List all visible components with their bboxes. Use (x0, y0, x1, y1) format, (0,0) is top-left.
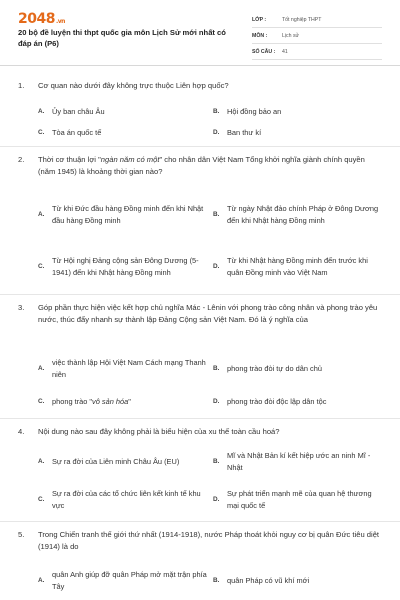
question-number: 1. (18, 81, 25, 90)
option-text: Từ khi Nhật hàng Đồng minh đến trước khi quân Đồng minh vào Việt Nam (227, 256, 368, 277)
option-text: quân Pháp có vũ khí mới (227, 576, 310, 585)
divider (0, 146, 400, 147)
option-label: A. (38, 211, 45, 218)
document-title: 20 bộ đề luyện thi thpt quốc gia môn Lịch Sử mới nhất có đáp án (P6) (18, 28, 226, 48)
option-label: A. (38, 108, 45, 115)
option-text: Sự ra đời của Liên minh Châu Âu (EU) (52, 457, 180, 466)
option-3c[interactable] (38, 396, 208, 408)
option-label: B. (213, 211, 220, 218)
divider (0, 521, 400, 522)
option-4d[interactable] (213, 488, 383, 512)
option-4a[interactable] (38, 450, 208, 474)
question-5 (18, 529, 384, 553)
meta-key: MÔN : (252, 32, 268, 39)
option-text: quân Anh giúp đỡ quân Pháp mở mặt trận phía Tây (52, 570, 207, 591)
option-label: D. (213, 496, 220, 503)
option-4b[interactable] (213, 450, 383, 474)
option-text: Từ Hội nghị Đảng cộng sản Đông Dương (5-1941) đến khi Nhật hàng Đồng minh (52, 256, 199, 277)
option-5b[interactable] (213, 575, 383, 587)
option-1b[interactable] (213, 106, 383, 118)
option-3d[interactable] (213, 396, 383, 408)
option-label: A. (38, 577, 45, 584)
option-4c[interactable] (38, 488, 208, 512)
question-number: 5. (18, 530, 25, 539)
option-text: Ban thư kí (227, 128, 262, 137)
site-logo[interactable] (18, 11, 65, 27)
meta-value: Lịch sử (282, 32, 300, 39)
option-1d[interactable] (213, 127, 383, 139)
question-text: Trong Chiến tranh thế giới thứ nhất (1914-1918), nước Pháp thoát khỏi nguy cơ bị quân Đức tiêu diệt (1914) là do (38, 530, 380, 551)
question-4 (18, 426, 384, 438)
option-label: C. (38, 263, 45, 270)
question-number: 4. (18, 427, 25, 436)
option-label: D. (213, 129, 220, 136)
option-text: Hội đồng bảo an (227, 107, 282, 116)
meta-row-subject (252, 28, 382, 44)
option-3a[interactable] (38, 357, 208, 381)
option-5a[interactable] (38, 569, 208, 593)
option-2d[interactable] (213, 249, 383, 285)
option-text: Từ khi Đức đầu hàng Đồng minh đến khi Nhật đầu hàng Đồng minh (52, 204, 204, 225)
meta-row-class (252, 12, 382, 28)
option-2b[interactable] (213, 197, 383, 233)
question-text: Cơ quan nào dưới đây không trực thuộc Liên hợp quốc? (38, 81, 229, 90)
option-text: Từ ngày Nhật đảo chính Pháp ở Đông Dương đến khi Nhật hàng Đồng minh (227, 204, 379, 225)
divider (0, 418, 400, 419)
question-3 (18, 302, 384, 326)
option-text: Mĩ và Nhật Bản kí kết hiệp ước an ninh Mĩ - Nhật (227, 451, 371, 472)
document-header (0, 0, 400, 66)
question-1 (18, 80, 384, 92)
question-text: Góp phần thực hiện việc kết hợp chủ nghĩa Mác - Lênin với phong trào công nhân và phong trào yêu nước, thúc đẩy nhanh sự thành lập Đảng Cộng sản Việt Nam. Đó là ý nghĩa của (38, 303, 378, 324)
option-text: phong trào đòi tự do dân chủ (227, 364, 322, 373)
option-label: C. (38, 129, 45, 136)
meta-key: LỚP : (252, 16, 267, 23)
meta-table (252, 12, 382, 60)
option-label: A. (38, 365, 45, 372)
option-text: Sự ra đời của các tổ chức liên kết kinh tế khu vực (52, 489, 201, 510)
question-number: 3. (18, 303, 25, 312)
option-2a[interactable] (38, 197, 208, 233)
option-label: D. (213, 398, 220, 405)
logo-sub: .vn (55, 18, 65, 25)
option-2c[interactable] (38, 249, 208, 285)
option-label: C. (38, 398, 45, 405)
logo-main: 2048 (18, 11, 55, 27)
option-text: Ủy ban châu Âu (52, 107, 105, 116)
option-1c[interactable] (38, 127, 208, 139)
question-text: Nội dung nào sau đây không phải là biểu hiện của xu thế toàn cầu hoá? (38, 427, 280, 436)
meta-value: 41 (282, 48, 288, 55)
option-1a[interactable] (38, 106, 208, 118)
question-number: 2. (18, 155, 25, 164)
option-text: việc thành lập Hội Việt Nam Cách mạng Thanh niên (52, 358, 206, 379)
option-text: phong trào đòi độc lập dân tộc (227, 397, 327, 406)
meta-key: SỐ CÂU : (252, 48, 276, 55)
option-label: A. (38, 458, 45, 465)
option-text: Tòa án quốc tế (52, 128, 102, 137)
option-text: Sự phát triển mạnh mẽ của quan hệ thương mại quốc tế (227, 489, 372, 510)
option-text: phong trào "vô sản hóa" (52, 397, 131, 406)
question-text: Thời cơ thuận lợi "ngàn năm có một" cho nhân dân Việt Nam Tổng khởi nghĩa giành chính quyền (năm 1945) là khoảng thời gian nào? (38, 155, 365, 176)
option-label: D. (213, 263, 220, 270)
option-label: B. (213, 458, 220, 465)
option-3b[interactable] (213, 363, 383, 375)
option-label: B. (213, 577, 220, 584)
option-label: C. (38, 496, 45, 503)
meta-value: Tốt nghiệp THPT (282, 16, 322, 23)
meta-row-count (252, 44, 382, 60)
divider (0, 294, 400, 295)
question-2 (18, 154, 384, 178)
option-label: B. (213, 365, 220, 372)
option-label: B. (213, 108, 220, 115)
